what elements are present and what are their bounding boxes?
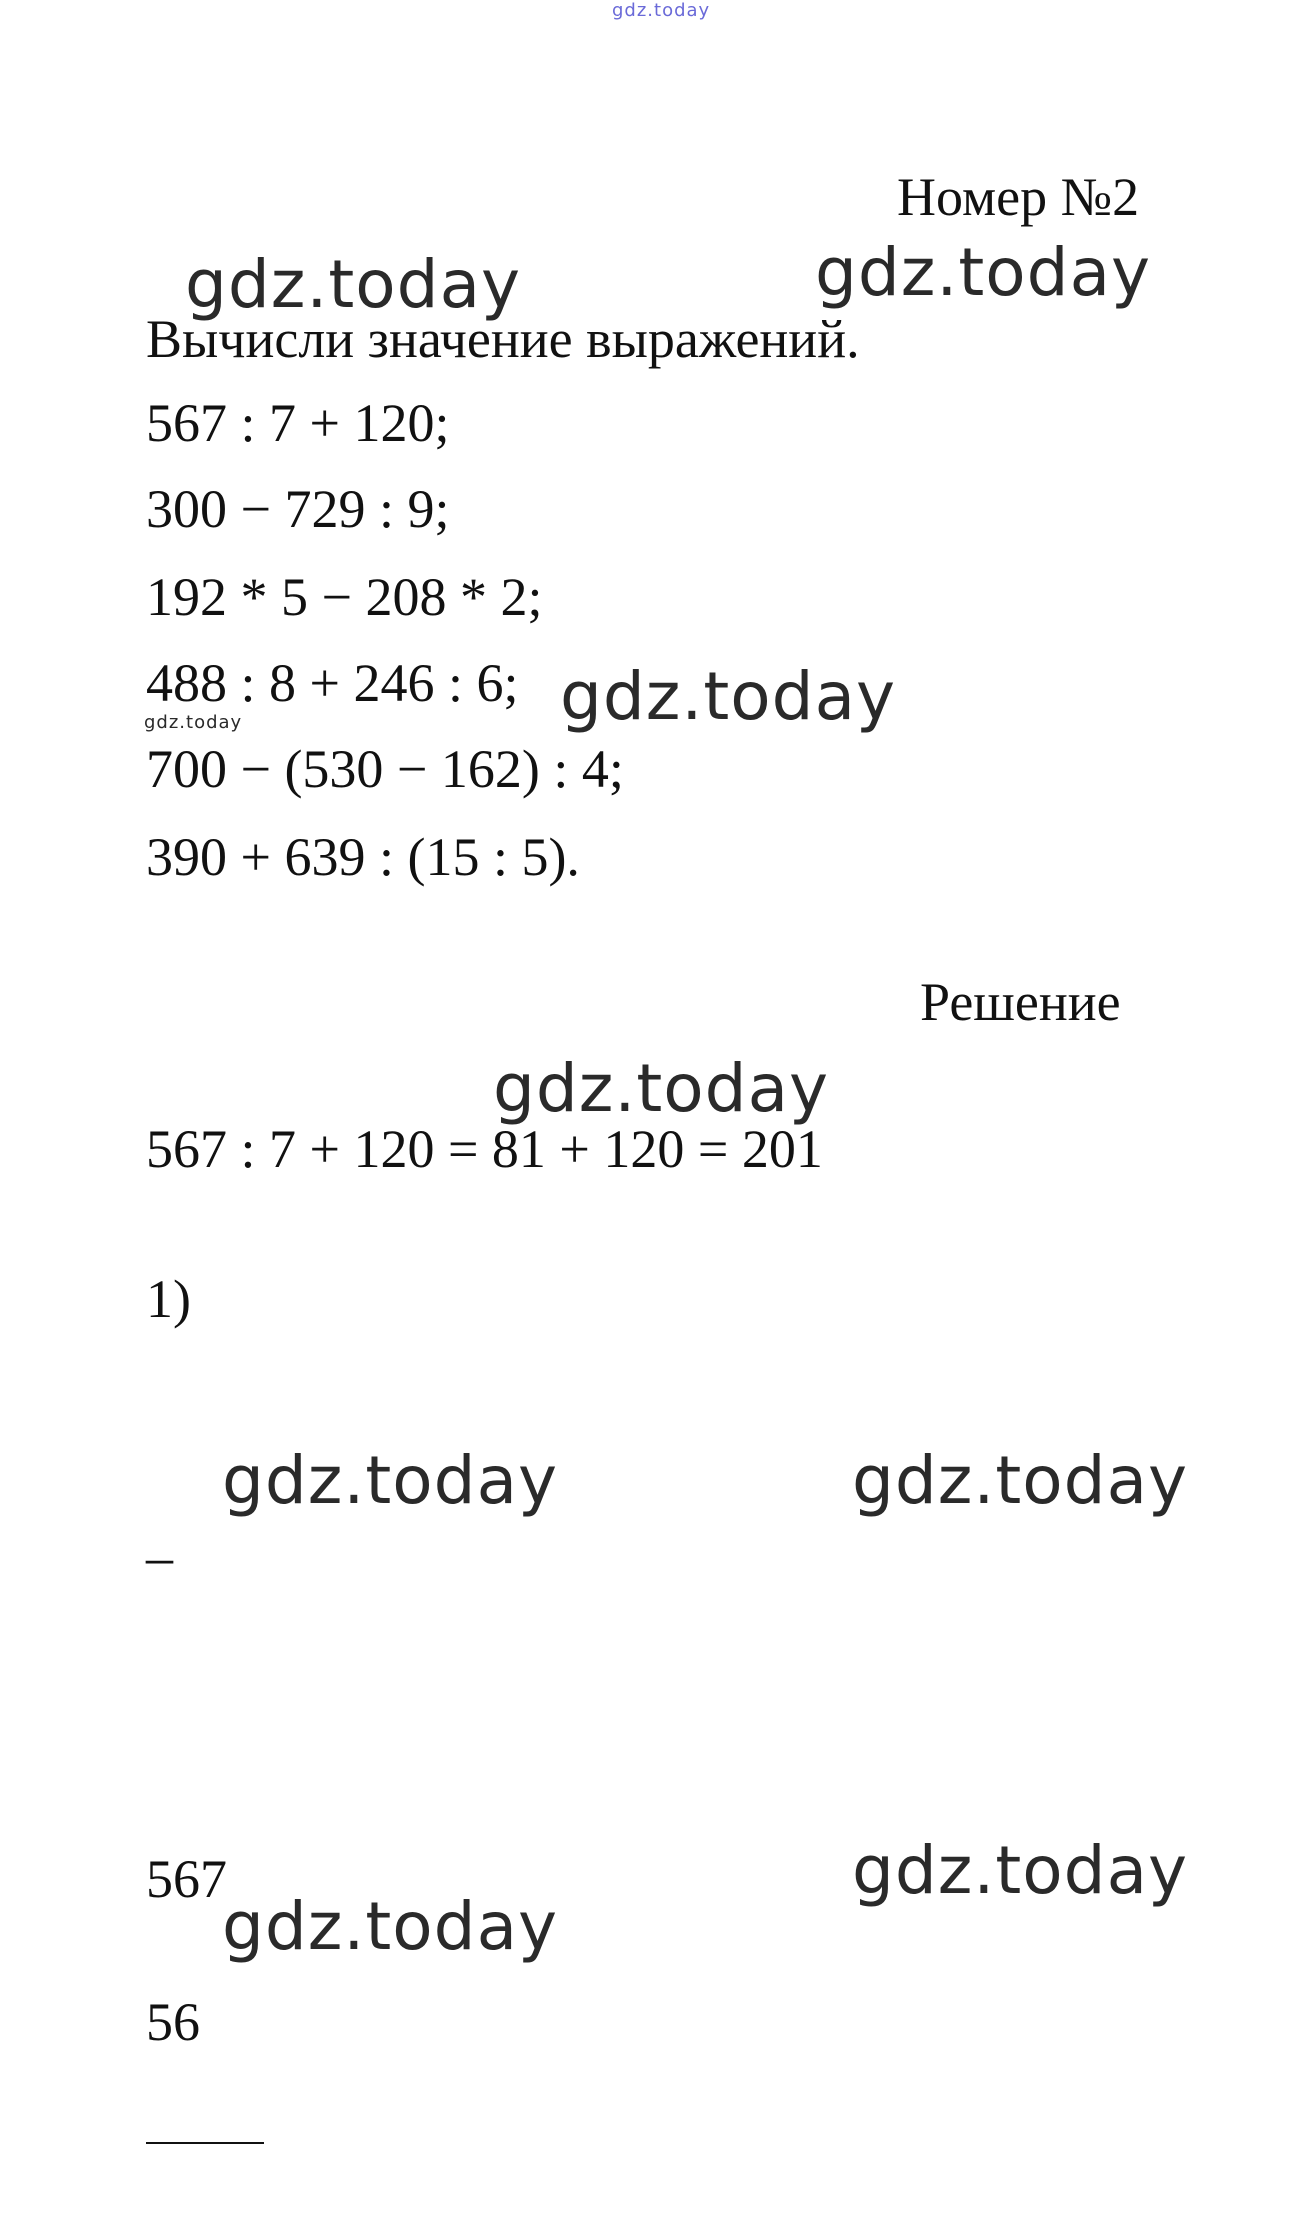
watermark-small: gdz.today: [144, 712, 243, 733]
watermark: gdz.today: [222, 1442, 559, 1519]
watermark: gdz.today: [852, 1832, 1189, 1909]
expression-4: 488 : 8 + 246 : 6;: [146, 653, 519, 713]
expression-1: 567 : 7 + 120;: [146, 393, 450, 453]
solution-heading: Решение: [920, 972, 1121, 1032]
watermark: gdz.today: [222, 1888, 559, 1965]
expression-3: 192 * 5 − 208 * 2;: [146, 567, 543, 627]
division-rule: [146, 2142, 264, 2144]
watermark-top: gdz.today: [612, 0, 711, 21]
task-number: Номер №2: [897, 167, 1140, 227]
dividend: 567: [146, 1849, 227, 1909]
watermark: gdz.today: [852, 1442, 1189, 1519]
watermark: gdz.today: [185, 246, 522, 323]
watermark: gdz.today: [493, 1050, 830, 1127]
solution-line-1: 567 : 7 + 120 = 81 + 120 = 201: [146, 1119, 823, 1179]
expression-6: 390 + 639 : (15 : 5).: [146, 827, 580, 887]
expression-2: 300 − 729 : 9;: [146, 479, 450, 539]
minus-sign: –: [146, 1527, 173, 1587]
watermark: gdz.today: [560, 658, 897, 735]
expression-5: 700 − (530 − 162) : 4;: [146, 739, 624, 799]
watermark: gdz.today: [815, 234, 1152, 311]
step-label: 1): [146, 1269, 191, 1329]
subtrahend: 56: [146, 1992, 200, 2052]
task-prompt: Вычисли значение выражений.: [146, 309, 860, 369]
